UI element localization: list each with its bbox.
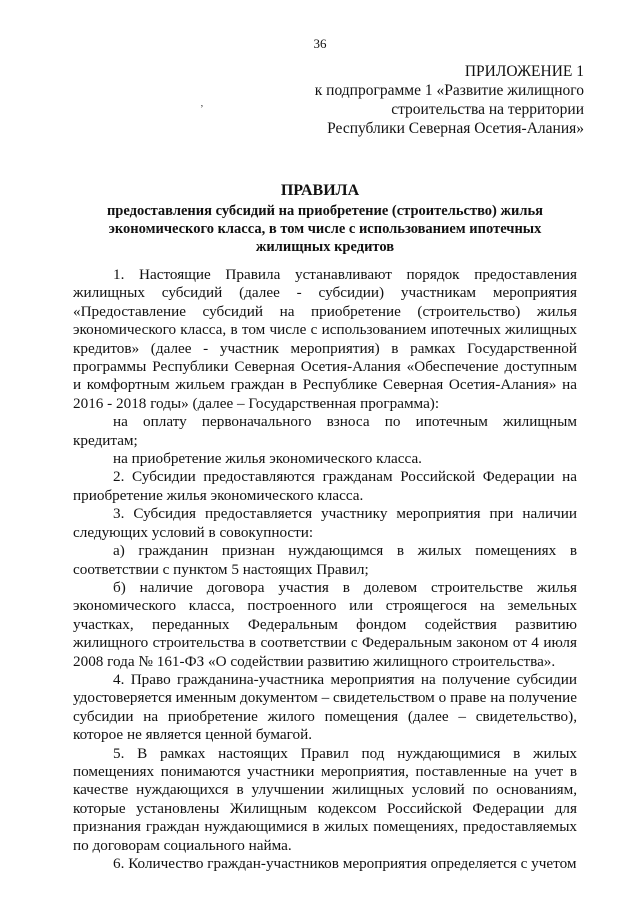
paragraph: б) наличие договора участия в долевом строительстве жилья экономического класса, построенного или строящегося на земельных участках, переданных Федеральным фондом содействия развитию жилищного строительства в соответствии с Федеральным законом от 4 июля 2008 года № 161-ФЗ «О содействии развитию жилищного строительства». xyxy=(73,578,577,670)
appendix-line: Республики Северная Осетия-Алания» xyxy=(327,120,584,137)
appendix-line: строительства на территории xyxy=(391,101,584,118)
appendix-line: к подпрограмме 1 «Развитие жилищного xyxy=(314,82,584,99)
paragraph: а) гражданин признан нуждающимся в жилых помещениях в соответствии с пунктом 5 настоящих Правил; xyxy=(73,542,577,578)
paragraph: 4. Право гражданина-участника мероприятия на получение субсидии удостоверяется именным документом – свидетельством о праве на получение субсидии на приобретение жилого помещения (далее – свидетельство), которое не является ценной бумагой. xyxy=(73,670,577,744)
paragraph: 5. В рамках настоящих Правил под нуждающимися в жилых помещениях понимаются участники мероприятия, поставленные на учет в качестве нуждающихся в улучшении жилищных условий по основаниям, которые установлены Жилищным кодексом Российской Федерации для признания граждан нуждающимися в жилых помещениях, предоставляемых по договорам социального найма. xyxy=(73,744,577,854)
appendix-title: ПРИЛОЖЕНИЕ 1 xyxy=(464,63,584,80)
paragraph: 6. Количество граждан-участников мероприятия определяется с учетом xyxy=(113,855,577,872)
page-number: 36 xyxy=(313,36,327,51)
paragraph: 2. Субсидии предоставляются гражданам Российской Федерации на приобретение жилья экономического класса. xyxy=(73,468,577,504)
paragraph: на оплату первоначального взноса по ипотечным жилищным кредитам; xyxy=(73,413,577,449)
paragraph: 3. Субсидия предоставляется участнику мероприятия при наличии следующих условий в совокупности: xyxy=(73,505,577,541)
paragraph: на приобретение жилья экономического класса. xyxy=(113,450,422,468)
document-body xyxy=(73,266,577,873)
paragraph: 1. Настоящие Правила устанавливают порядок предоставления жилищных субсидий (далее - субсидии) участникам мероприятия «Предоставление субсидий на приобретение (строительство) жилья экономического класса, в том числе с использованием ипотечных жилищных кредитов» (далее - участник мероприятия) в рамках Государственной программы Республики Северная Осетия-Алания «Обеспечение доступным и комфортным жильем граждан в Республике Северная Осетия-Алания» на 2016 - 2018 годы» (далее – Государственная программа): xyxy=(73,266,577,412)
document-subtitle: предоставления субсидий на приобретение (строительство) жилья экономического класса, в том числе с использованием ипотечных жилищных кредитов xyxy=(106,203,544,255)
document-title: ПРАВИЛА xyxy=(280,182,360,199)
stray-mark: ’ xyxy=(200,103,204,115)
appendix-header xyxy=(284,62,584,138)
